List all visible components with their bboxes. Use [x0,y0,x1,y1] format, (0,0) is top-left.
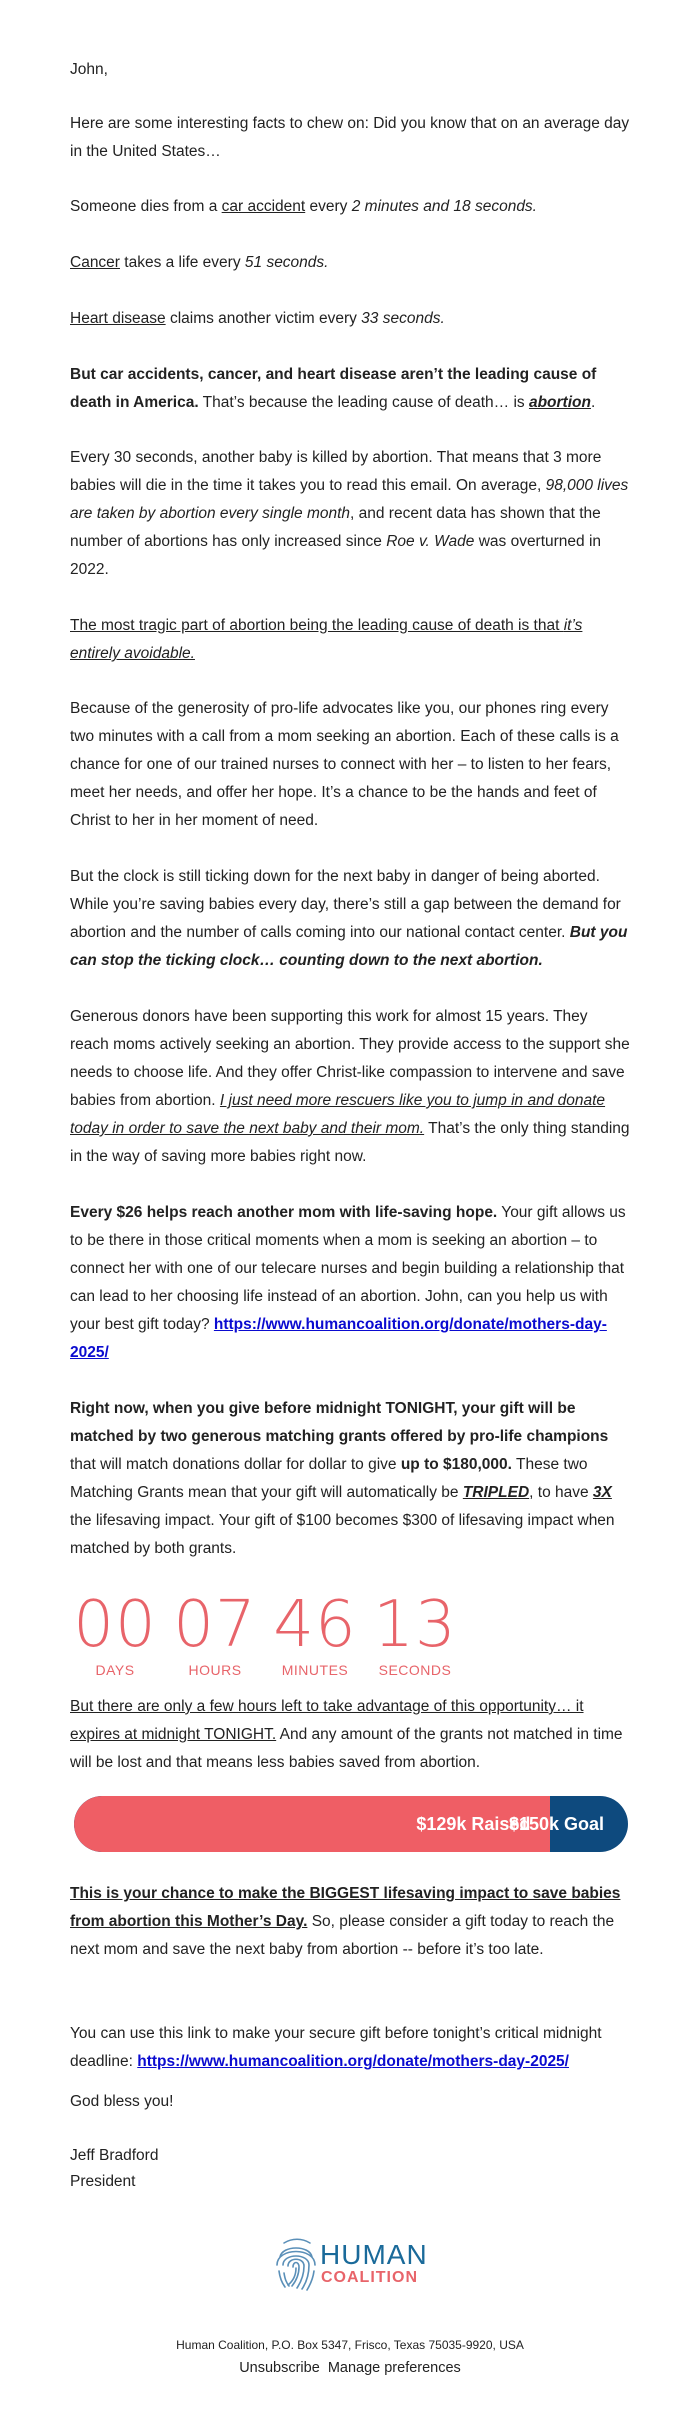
human-coalition-logo[interactable] [270,2235,440,2295]
fact-heart-disease: Heart disease claims another victim every 33 seconds. [70,310,445,327]
mothers-day-paragraph: This is your chance to make the BIGGEST lifesaving impact to save babies from abortion this Mother’s Day. So, please consider a gift today to reach the next mom and save the next baby from abortion -- before it’s too late. [70,1885,621,1958]
clock-paragraph: But the clock is still ticking down for the next baby in danger of being aborted. While you’re saving babies every day, there’s still a gap between the demand for abortion and the number of calls coming into our national contact center. But you can stop the ticking clock… counting down to the next abortion. [70,868,628,969]
leading-cause-paragraph: But car accidents, cancer, and heart disease aren’t the leading cause of death in America. That’s because the leading cause of death… is abortion. [70,366,597,411]
goal-label: $150k Goal [508,1814,604,1834]
blessing: God bless you! [70,2093,174,2110]
fact-cancer: Cancer takes a life every 51 seconds. [70,254,329,271]
countdown-seconds: 13 SECONDS [373,1588,457,1678]
fact-car-accident: Someone dies from a car accident every 2 minutes and 18 seconds. [70,198,537,215]
matching-grants-paragraph: Right now, when you give before midnight TONIGHT, your gift will be matched by two generous matching grants offered by pro-life champions that will match donations dollar for dollar to give up to $180,000. These two Matching Grants mean that your gift will automatically be TRIPLED, to have 3X the lifesaving impact. Your gift of $100 becomes $300 of lifesaving impact when matched by both grants. [70,1400,615,1557]
countdown-minutes: 46 MINUTES [273,1588,357,1678]
car-accident-link[interactable]: car accident [221,198,306,215]
unsubscribe-link[interactable]: Unsubscribe [239,2360,320,2376]
footer-links [0,2360,700,2376]
logo-text-human: HUMAN [320,2239,428,2270]
signer-title: President [70,2173,136,2190]
donate-link-secondary[interactable]: https://www.humancoalition.org/donate/mothers-day-2025/ [137,2053,569,2070]
countdown-days: 00 DAYS [73,1588,157,1678]
footer-address: Human Coalition, P.O. Box 5347, Frisco, Texas 75035-9920, USA [176,2338,524,2352]
donate-link[interactable]: https://www.humancoalition.org/donate/mothers-day-2025/ [70,1316,607,1361]
heart-disease-link[interactable]: Heart disease [70,310,166,327]
countdown-timer [70,1590,490,1680]
fingerprint-icon [270,2235,322,2295]
signer-name: Jeff Bradford [70,2147,159,2164]
progress-fill [74,1796,550,1852]
intro-paragraph: Here are some interesting facts to chew on: Did you know that on an average day in the United States… [70,115,630,160]
abortion-stats-paragraph: Every 30 seconds, another baby is killed by abortion. That means that 3 more babies will die in the time it takes you to read this email. On average, 98,000 lives are taken by abortion every single month, and recent data has shown that the number of abortions has only increased since Roe v. Wade was overturned in 2022. [70,449,629,578]
greeting: John, [70,61,108,78]
secure-gift-paragraph: You can use this link to make your secure gift before tonight’s critical midnight deadline: https://www.humancoalition.org/donate/mothers-day-2025/ [70,2025,602,2070]
avoidable-paragraph: The most tragic part of abortion being the leading cause of death is that it’s entirely avoidable. [70,617,583,662]
countdown-hours: 07 HOURS [173,1588,257,1678]
deadline-paragraph: But there are only a few hours left to take advantage of this opportunity… it expires at midnight TONIGHT. And any amount of the grants not matched in time will be lost and that means less babies saved from abortion. [70,1698,623,1771]
raised-label: $129k Raised [416,1814,531,1834]
fundraising-progress-bar [74,1796,628,1852]
manage-preferences-link[interactable]: Manage preferences [327,2360,461,2376]
generosity-paragraph: Because of the generosity of pro-life advocates like you, our phones ring every two minutes with a call from a mom seeking an abortion. Each of these calls is a chance for one of our trained nurses to connect with her – to listen to her fears, meet her needs, and offer her hope. It’s a chance to be the hands and feet of Christ to her in her moment of need. [70,700,619,829]
cancer-link[interactable]: Cancer [70,254,120,271]
logo-text-coalition: COALITION [321,2269,418,2286]
donors-paragraph: Generous donors have been supporting this work for almost 15 years. They reach moms actively seeking an abortion. They provide access to the support she needs to choose life. And they offer Christ-like compassion to intervene and save babies from abortion. I just need more rescuers like you to jump in and donate today in order to save the next baby and their mom. That’s the only thing standing in the way of saving more babies right now. [70,1008,630,1165]
gift-paragraph: Every $26 helps reach another mom with life-saving hope. Your gift allows us to be there in those critical moments when a mom is seeking an abortion – to connect her with one of our telecare nurses and begin building a relationship that can lead to her choosing life instead of an abortion. John, can you help us with your best gift today? https://www.humancoalition.org/donate/mothers-day-2025/ [70,1204,626,1361]
